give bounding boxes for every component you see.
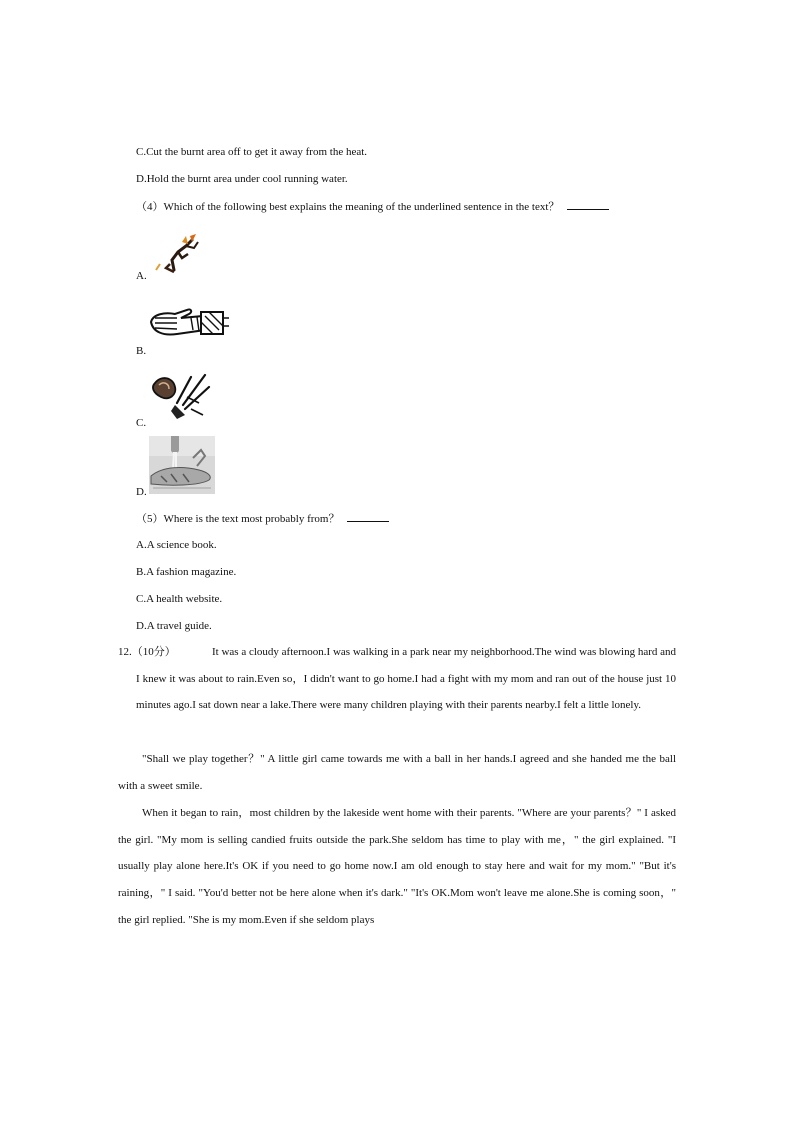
q4-option-c-label: C.: [136, 417, 147, 429]
q5-option-c: C.A health website.: [136, 593, 223, 605]
q4-option-d-label: D.: [136, 486, 147, 498]
q4-question-text: （4）Which of the following best explains the meaning of the underlined sentence in the text？: [136, 201, 560, 213]
q5-option-a: A.A science book.: [136, 539, 217, 551]
q12-number: 12.（10分）: [118, 646, 176, 658]
burning-hand-sketch-icon: [152, 230, 202, 274]
q5-option-b: B.A fashion magazine.: [136, 566, 237, 578]
q12-paragraph-1: It was a cloudy afternoon.I was walking in a park near my neighborhood.The wind was blowing hard and I knew it was about to rain.Even so，I didn't want to go home.I had a fight with my mom and ran out of the house just 10 minutes ago.I sat down near a lake.There were many children playing with their parents nearby.I felt a little lonely.: [136, 646, 677, 712]
q5-answer-blank: [347, 511, 389, 522]
q12-paragraph-2: "Shall we play together？" A little girl came towards me with a ball in her hands.I agreed and she handed me the ball with a sweet smile.: [118, 753, 676, 792]
q5-question: [136, 511, 389, 526]
q5-option-d: D.A travel guide.: [136, 620, 212, 632]
injured-hand-sketch-icon: [147, 369, 217, 421]
q4-option-a-label: A.: [136, 270, 147, 282]
q5-question-text: （5）Where is the text most probably from？: [136, 513, 340, 525]
q3-option-c: C.Cut the burnt area off to get it away from the heat.: [136, 146, 368, 158]
q4-option-b-label: B.: [136, 345, 147, 357]
q3-option-d: D.Hold the burnt area under cool running water.: [136, 173, 348, 185]
hand-under-water-photo-icon: [149, 436, 215, 494]
bandaged-hand-sketch-icon: [147, 296, 231, 344]
q4-answer-blank: [567, 199, 609, 210]
q12-paragraph-3: When it began to rain，most children by the lakeside went home with their parents. "Where are your parents？" I asked the girl. "My mom is selling candied fruits outside the park.She seldom has time to play with me，" the girl explained. "I usually play alone here.It's OK if you need to go home now.I am old enough to stay here and wait for my mom." "But it's raining，" I said. "You'd better not be here alone when it's dark." "It's OK.Mom won't leave me alone.She is coming soon，" the girl replied. "She is my mom.Even if she seldom plays: [118, 807, 676, 926]
q4-question: [136, 199, 609, 214]
